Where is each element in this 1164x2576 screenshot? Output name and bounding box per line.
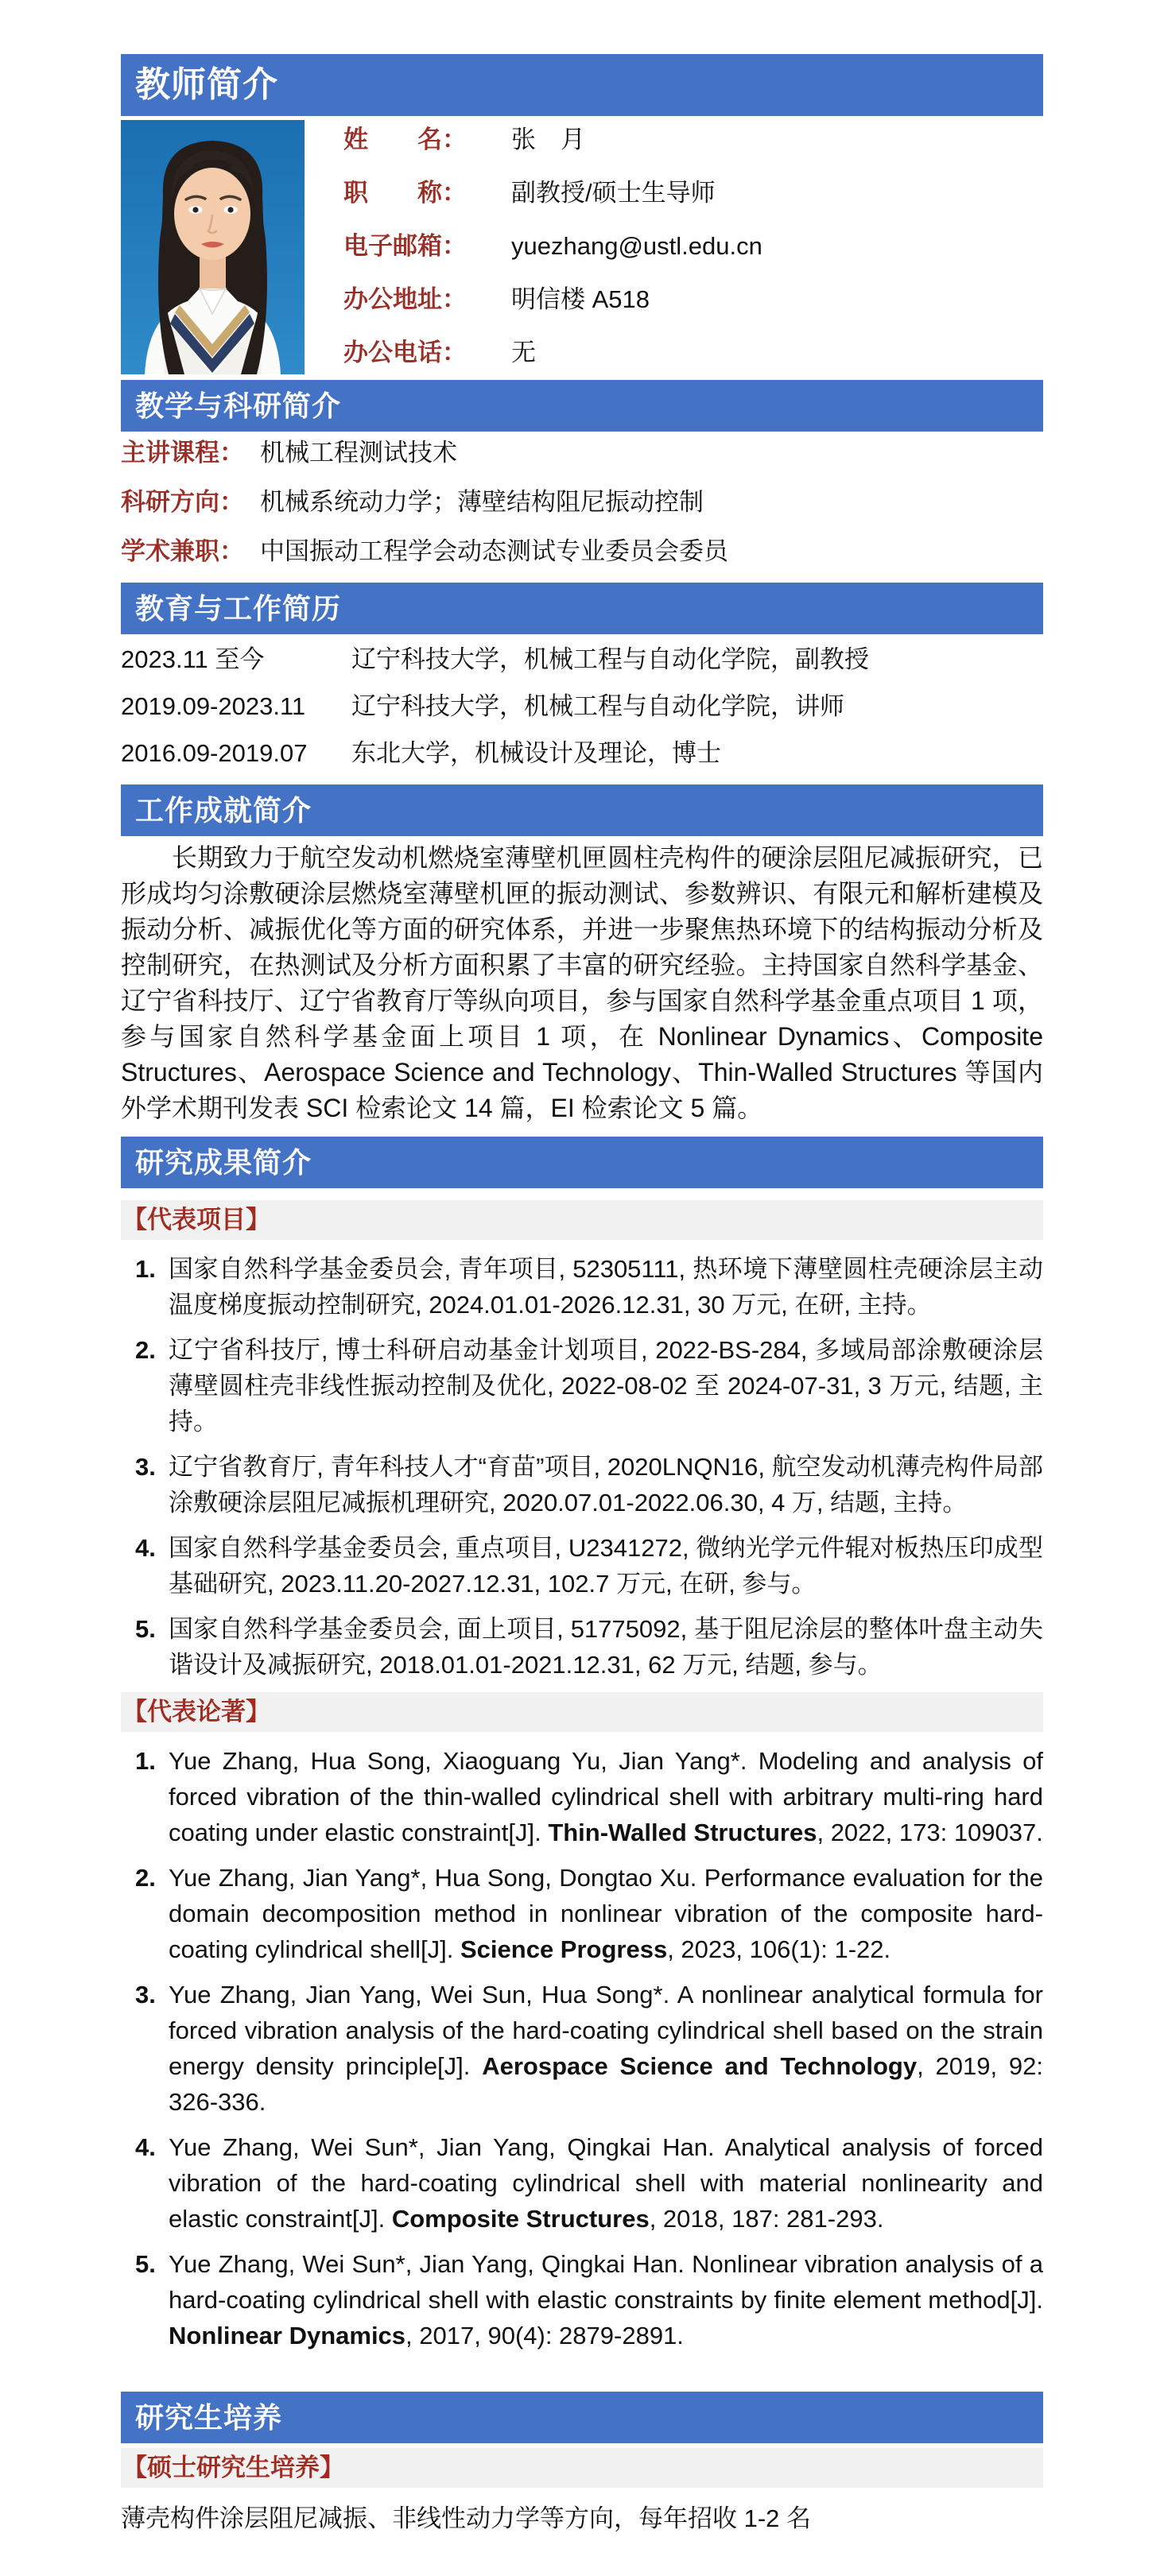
journal-name: Thin-Walled Structures — [548, 1819, 817, 1846]
field-label: 姓 名： — [343, 126, 467, 153]
projects-list — [121, 1251, 1043, 1683]
section-banner-achievements — [121, 784, 1043, 836]
citation-text: Yue Zhang, Jian Yang, Wei Sun, Hua Song*. A nonlinear analytical formula for forced vibration analysis of the hard-coating cylindrical shell based on the strain energy density principle[J]. — [169, 1981, 1043, 2080]
education-history-block — [121, 634, 1043, 771]
field-label: 职 称： — [343, 179, 467, 207]
field-value: 明信楼 A518 — [511, 285, 650, 313]
teacher-photo — [121, 120, 305, 374]
project-text: 辽宁省教育厅, 青年科技人才“育苗”项目, 2020LNQN16, 航空发动机薄壳构件局部涂敷硬涂层阻尼减振机理研究, 2020.07.01-2022.06.30, 4 万, 结题, 主持。 — [169, 1453, 1043, 1517]
period: 2019.09-2023.11 — [121, 692, 306, 720]
detail: 辽宁科技大学，机械工程与自动化学院，讲师 — [351, 692, 844, 720]
section-title: 研究成果简介 — [135, 1146, 312, 1179]
profile-section — [121, 120, 1043, 374]
section-banner-graduate-training — [121, 2392, 1043, 2443]
profile-field-phone — [343, 335, 1043, 370]
field-value: 张 月 — [511, 126, 585, 153]
item-number: 4. — [135, 2133, 156, 2161]
project-text: 国家自然科学基金委员会, 面上项目, 51775092, 基于阻尼涂层的整体叶盘主动失谐设计及减振研究, 2018.01.01-2021.12.31, 62 万元, 结题, 参与。 — [169, 1615, 1043, 1679]
field-value: yuezhang@ustl.edu.cn — [511, 232, 762, 260]
section-title: 教师简介 — [135, 65, 278, 104]
journal-name: Composite Structures — [391, 2205, 650, 2233]
publication-item — [121, 1977, 1043, 2120]
field-label: 办公地址： — [343, 285, 467, 313]
detail: 辽宁科技大学，机械工程与自动化学院，副教授 — [351, 645, 869, 673]
detail: 东北大学，机械设计及理论，博士 — [351, 739, 721, 767]
item-number: 5. — [135, 1615, 156, 1643]
row-value: 机械工程测试技术 — [260, 439, 457, 467]
profile-field-name — [343, 122, 1043, 157]
project-item — [121, 1332, 1043, 1439]
citation-tail: , 2018, 187: 281-293. — [649, 2205, 884, 2233]
row-academic-posts — [121, 533, 1043, 569]
profile-field-office — [343, 281, 1043, 317]
citation-text: Yue Zhang, Jian Yang*, Hua Song, Dongtao Xu. Performance evaluation for the domain decomposition method in nonlinear vibration of the composite hard-coating cylindrical shell[J]. — [169, 1864, 1043, 1963]
item-number: 4. — [135, 1534, 156, 1562]
education-row — [121, 641, 1043, 677]
citation-text: Yue Zhang, Hua Song, Xiaoguang Yu, Jian Yang*. Modeling and analysis of forced vibration of the thin-walled cylindrical shell with arbitrary multi-ring hard coating under elastic constraint[J]. — [169, 1747, 1043, 1846]
period: 2016.09-2019.07 — [121, 739, 308, 767]
section-title: 教育与工作简历 — [135, 592, 342, 625]
project-item — [121, 1449, 1043, 1520]
citation-tail: , 2019, 92: 326-336. — [169, 2052, 1043, 2116]
row-value: 中国振动工程学会动态测试专业委员会委员 — [260, 537, 728, 565]
publication-item — [121, 1860, 1043, 1967]
publication-item — [121, 2129, 1043, 2237]
portrait-illustration — [121, 120, 305, 374]
section-banner-teaching-research — [121, 380, 1043, 432]
education-row — [121, 735, 1043, 771]
item-number: 2. — [135, 1864, 156, 1892]
project-text: 国家自然科学基金委员会, 青年项目, 52305111, 热环境下薄壁圆柱壳硬涂层主动温度梯度振动控制研究, 2024.01.01-2026.12.31, 30 万元, 在研, 主持。 — [169, 1255, 1043, 1319]
publications-list — [121, 1743, 1043, 2353]
section-banner-education-history — [121, 583, 1043, 634]
row-research-direction — [121, 484, 1043, 520]
field-label: 办公电话： — [343, 339, 467, 366]
item-number: 1. — [135, 1747, 156, 1775]
item-number: 2. — [135, 1336, 156, 1364]
section-title: 研究生培养 — [135, 2401, 283, 2434]
publication-item — [121, 2246, 1043, 2353]
item-number: 1. — [135, 1255, 156, 1283]
period: 2023.11 至今 — [121, 645, 265, 673]
project-text: 辽宁省科技厅, 博士科研启动基金计划项目, 2022-BS-284, 多域局部涂敷硬涂层薄壁圆柱壳非线性振动控制及优化, 2022-08-02 至 2024-07-31, 3 万元, 结题, 主持。 — [169, 1336, 1043, 1435]
row-courses — [121, 435, 1043, 471]
project-item — [121, 1251, 1043, 1323]
item-number: 5. — [135, 2250, 156, 2278]
project-item — [121, 1611, 1043, 1683]
achievement-paragraph: 长期致力于航空发动机燃烧室薄壁机匣圆柱壳构件的硬涂层阻尼减振研究，已形成均匀涂敷硬涂层燃烧室薄壁机匣的振动测试、参数辨识、有限元和解析建模及振动分析、减振优化等方面的研究体系，并进一步聚焦热环境下的结构振动分析及控制研究，在热测试及分析方面积累了丰富的研究经验。主持国家自然科学基金、辽宁省科技厅、辽宁省教育厅等纵向项目，参与国家自然科学基金重点项目 1 项，参与国家自然科学基金面上项目 1 项，在 Nonlinear Dynamics、Composite Structures、Aerospace Science and Technology、Thin-Walled Structures 等国内外学术期刊发表 SCI 检索论文 14 篇，EI 检索论文 5 篇。 — [121, 843, 1043, 1122]
row-label: 学术兼职： — [121, 537, 244, 565]
education-row — [121, 688, 1043, 724]
section-title: 工作成就简介 — [135, 794, 312, 827]
citation-tail: , 2017, 90(4): 2879-2891. — [405, 2322, 684, 2349]
field-value: 无 — [511, 339, 536, 366]
content-column — [121, 54, 1043, 2536]
publication-item — [121, 1743, 1043, 1850]
section-title: 教学与科研简介 — [135, 389, 342, 422]
journal-name: Aerospace Science and Technology — [482, 2052, 918, 2080]
subheader-master-training: 【硕士研究生培养】 — [121, 2448, 1043, 2488]
row-label: 科研方向： — [121, 488, 244, 516]
journal-name: Science Progress — [460, 1935, 668, 1963]
profile-field-title — [343, 175, 1043, 211]
profile-field-email — [343, 228, 1043, 264]
row-label: 主讲课程： — [121, 439, 244, 467]
field-label: 电子邮箱： — [343, 232, 467, 260]
item-number: 3. — [135, 1453, 156, 1481]
citation-tail: , 2023, 106(1): 1-22. — [667, 1935, 891, 1963]
section-banner-research-results — [121, 1137, 1043, 1188]
section-banner-teacher-profile — [121, 54, 1043, 116]
row-value: 机械系统动力学；薄壁结构阻尼振动控制 — [260, 488, 704, 516]
project-item — [121, 1530, 1043, 1602]
citation-text: Yue Zhang, Wei Sun*, Jian Yang, Qingkai Han. Analytical analysis of forced vibration of the hard-coating cylindrical shell with material nonlinearity and elastic constraint[J]. — [169, 2133, 1043, 2233]
citation-text: Yue Zhang, Wei Sun*, Jian Yang, Qingkai Han. Nonlinear vibration analysis of a hard-coating cylindrical shell with elastic constraints by finite element method[J]. — [169, 2250, 1043, 2314]
journal-name: Nonlinear Dynamics — [169, 2322, 406, 2349]
graduate-recruitment-note: 薄壳构件涂层阻尼减振、非线性动力学等方向，每年招收 1-2 名 — [121, 2504, 812, 2532]
item-number: 3. — [135, 1981, 156, 2009]
field-value: 副教授/硕士生导师 — [511, 179, 716, 207]
project-text: 国家自然科学基金委员会, 重点项目, U2341272, 微纳光学元件辊对板热压印成型基础研究, 2023.11.20-2027.12.31, 102.7 万元, 在研, 参与。 — [169, 1534, 1043, 1598]
citation-tail: , 2022, 173: 109037. — [817, 1819, 1043, 1846]
subheader-representative-publications: 【代表论著】 — [121, 1692, 1043, 1732]
teaching-research-block — [121, 432, 1043, 569]
subheader-representative-projects: 【代表项目】 — [121, 1200, 1043, 1240]
profile-fields — [343, 120, 1043, 374]
